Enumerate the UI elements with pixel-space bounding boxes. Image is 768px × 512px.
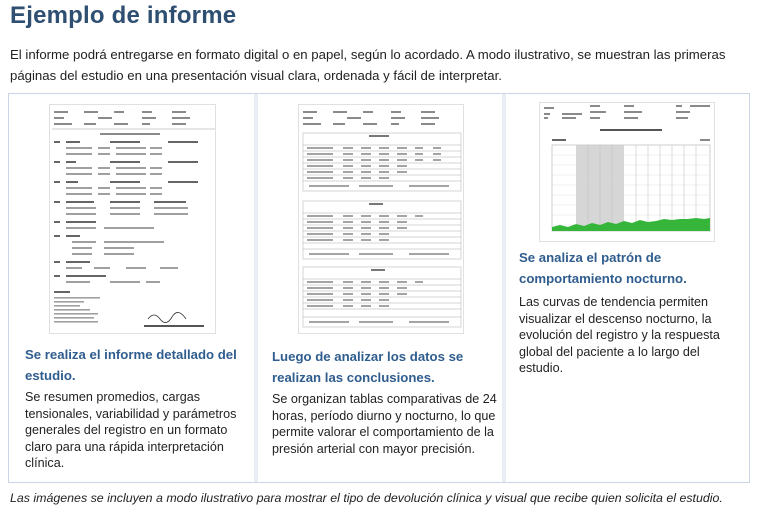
chart-ylabel-mark xyxy=(552,139,566,141)
example-card-conclusions xyxy=(258,94,502,482)
card-title-nocturnal: Se analiza el patrón de comportamiento nocturno. xyxy=(519,250,687,286)
intro-paragraph: El informe podrá entregarse en formato digital o en papel, según lo acordado. A modo ilustrativo, se muestran las primeras páginas del estudio en una presentación visual clara, ordenada y fácil de interpretar. xyxy=(10,47,726,83)
card-title-conclusions: Luego de analizar los datos se realizan las conclusiones. xyxy=(272,349,464,385)
tables-page-icon xyxy=(298,104,464,334)
example-card-report xyxy=(9,94,254,482)
card-text-conclusions: Se organizan tablas comparativas de 24 horas, período diurno y nocturno, lo que permite valorar el comportamiento de la presión arterial con mayor precisión. xyxy=(272,392,497,456)
examples-panel xyxy=(8,93,750,483)
footer-note: Las imágenes se incluyen a modo ilustrativo para mostrar el tipo de devolución clínica y visual que recibe quien solicita el estudio. xyxy=(10,491,723,505)
example-card-nocturnal xyxy=(506,94,749,482)
card-title-report: Se realiza el informe detallado del estudio. xyxy=(25,347,237,383)
report-page-icon xyxy=(49,104,216,334)
trend-chart-icon xyxy=(539,102,715,242)
card-text-nocturnal: Las curvas de tendencia permiten visualizar el descenso nocturno, la evolución del registro y la respuesta global del paciente a lo largo del estudio. xyxy=(519,295,720,375)
page-title: Ejemplo de informe xyxy=(10,2,237,29)
chart-title-mark xyxy=(600,129,662,131)
card-text-report: Se resumen promedios, cargas tensionales, variabilidad y parámetros generales del registro en un formato claro para una rápida interpretación clínica. xyxy=(25,390,237,470)
